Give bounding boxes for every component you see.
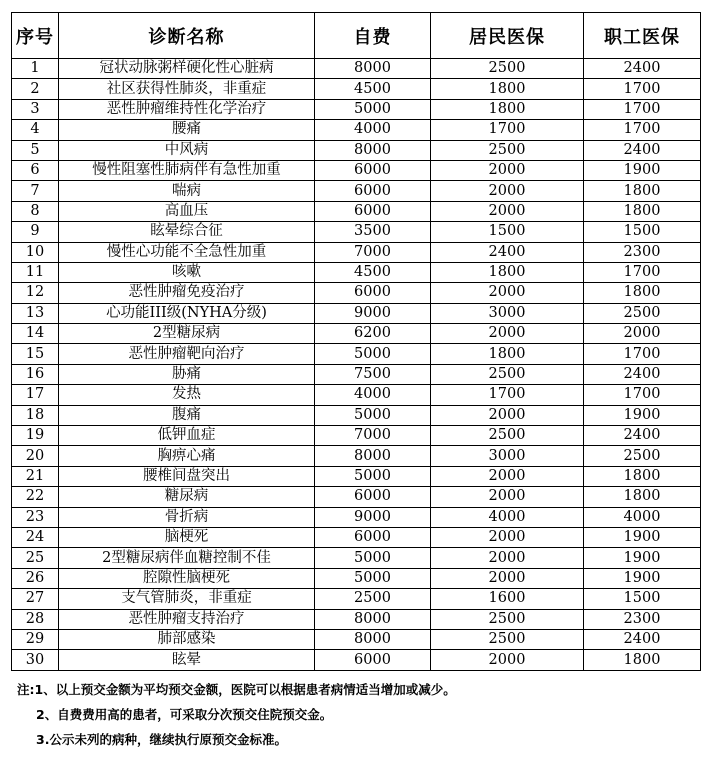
- cell-employee-insurance: 1900: [584, 405, 701, 425]
- cell-serial-number: 14: [12, 324, 59, 344]
- cell-self-pay: 6000: [315, 283, 431, 303]
- cell-diagnosis-name: 眩晕综合征: [59, 222, 315, 242]
- cell-diagnosis-name: 低钾血症: [59, 426, 315, 446]
- cell-diagnosis-name: 腰痛: [59, 120, 315, 140]
- table-row: [12, 140, 701, 160]
- cell-resident-insurance: 1800: [431, 99, 584, 119]
- table-row: [12, 79, 701, 99]
- table-row: [12, 59, 701, 79]
- cell-employee-insurance: 4000: [584, 507, 701, 527]
- table-row: [12, 527, 701, 547]
- cell-serial-number: 19: [12, 426, 59, 446]
- cell-resident-insurance: 2500: [431, 609, 584, 629]
- cell-diagnosis-name: 2型糖尿病伴血糖控制不佳: [59, 548, 315, 568]
- cell-serial-number: 9: [12, 222, 59, 242]
- table-row: [12, 303, 701, 323]
- table-row: [12, 507, 701, 527]
- cell-self-pay: 5000: [315, 344, 431, 364]
- cell-serial-number: 3: [12, 99, 59, 119]
- cell-employee-insurance: 2300: [584, 609, 701, 629]
- cell-diagnosis-name: 胁痛: [59, 364, 315, 384]
- cell-employee-insurance: 1700: [584, 79, 701, 99]
- cell-self-pay: 8000: [315, 629, 431, 649]
- cell-resident-insurance: 2500: [431, 426, 584, 446]
- cell-self-pay: 5000: [315, 568, 431, 588]
- cell-employee-insurance: 2400: [584, 59, 701, 79]
- cell-employee-insurance: 1800: [584, 466, 701, 486]
- cell-self-pay: 3500: [315, 222, 431, 242]
- cell-serial-number: 21: [12, 466, 59, 486]
- cell-diagnosis-name: 糖尿病: [59, 487, 315, 507]
- cell-diagnosis-name: 冠状动脉粥样硬化性心脏病: [59, 59, 315, 79]
- cell-resident-insurance: 2500: [431, 140, 584, 160]
- cell-resident-insurance: 2500: [431, 59, 584, 79]
- table-row: [12, 242, 701, 262]
- cell-diagnosis-name: 骨折病: [59, 507, 315, 527]
- cell-resident-insurance: 1800: [431, 262, 584, 282]
- cell-diagnosis-name: 咳嗽: [59, 262, 315, 282]
- cell-diagnosis-name: 脑梗死: [59, 527, 315, 547]
- cell-self-pay: 6000: [315, 487, 431, 507]
- cell-self-pay: 6000: [315, 527, 431, 547]
- table-row: [12, 120, 701, 140]
- cell-resident-insurance: 4000: [431, 507, 584, 527]
- table-row: [12, 589, 701, 609]
- cell-serial-number: 24: [12, 527, 59, 547]
- cell-self-pay: 9000: [315, 303, 431, 323]
- table-body: [12, 59, 701, 671]
- table-row: [12, 324, 701, 344]
- cell-self-pay: 8000: [315, 609, 431, 629]
- cell-serial-number: 5: [12, 140, 59, 160]
- cell-employee-insurance: 1800: [584, 487, 701, 507]
- table-row: [12, 344, 701, 364]
- cell-self-pay: 9000: [315, 507, 431, 527]
- cell-self-pay: 7000: [315, 426, 431, 446]
- cell-self-pay: 7000: [315, 242, 431, 262]
- cell-employee-insurance: 2400: [584, 629, 701, 649]
- cell-self-pay: 8000: [315, 140, 431, 160]
- cell-self-pay: 4500: [315, 79, 431, 99]
- table-row: [12, 364, 701, 384]
- cell-serial-number: 6: [12, 160, 59, 180]
- table-row: [12, 629, 701, 649]
- cell-serial-number: 13: [12, 303, 59, 323]
- cell-resident-insurance: 2000: [431, 160, 584, 180]
- cell-diagnosis-name: 支气管肺炎，非重症: [59, 589, 315, 609]
- footnote-3: 3.公示未列的病种，继续执行原预交金标准。: [36, 732, 287, 747]
- cell-serial-number: 12: [12, 283, 59, 303]
- header-self-pay: 自费: [315, 13, 431, 59]
- cell-resident-insurance: 1700: [431, 120, 584, 140]
- cell-serial-number: 20: [12, 446, 59, 466]
- cell-self-pay: 5000: [315, 466, 431, 486]
- table-row: [12, 568, 701, 588]
- cell-self-pay: 6200: [315, 324, 431, 344]
- table-row: [12, 609, 701, 629]
- prepayment-table: [11, 12, 701, 671]
- cell-self-pay: 8000: [315, 446, 431, 466]
- cell-self-pay: 5000: [315, 405, 431, 425]
- table-row: [12, 405, 701, 425]
- cell-resident-insurance: 1700: [431, 385, 584, 405]
- cell-employee-insurance: 1800: [584, 201, 701, 221]
- cell-serial-number: 17: [12, 385, 59, 405]
- table-row: [12, 466, 701, 486]
- header-employee-insurance: 职工医保: [584, 13, 701, 59]
- cell-diagnosis-name: 腔隙性脑梗死: [59, 568, 315, 588]
- cell-resident-insurance: 2000: [431, 466, 584, 486]
- table-row: [12, 181, 701, 201]
- cell-resident-insurance: 1600: [431, 589, 584, 609]
- table-row: [12, 487, 701, 507]
- cell-self-pay: 6000: [315, 201, 431, 221]
- cell-diagnosis-name: 慢性心功能不全急性加重: [59, 242, 315, 262]
- cell-self-pay: 6000: [315, 181, 431, 201]
- cell-employee-insurance: 2400: [584, 364, 701, 384]
- cell-self-pay: 7500: [315, 364, 431, 384]
- cell-resident-insurance: 1500: [431, 222, 584, 242]
- cell-employee-insurance: 1800: [584, 181, 701, 201]
- cell-employee-insurance: 1500: [584, 222, 701, 242]
- cell-self-pay: 5000: [315, 548, 431, 568]
- cell-diagnosis-name: 中风病: [59, 140, 315, 160]
- header-serial-number: 序号: [12, 13, 59, 59]
- cell-diagnosis-name: 2型糖尿病: [59, 324, 315, 344]
- cell-serial-number: 4: [12, 120, 59, 140]
- table-row: [12, 222, 701, 242]
- cell-employee-insurance: 2400: [584, 426, 701, 446]
- cell-serial-number: 1: [12, 59, 59, 79]
- cell-serial-number: 11: [12, 262, 59, 282]
- cell-self-pay: 5000: [315, 99, 431, 119]
- cell-employee-insurance: 1700: [584, 385, 701, 405]
- table-row: [12, 99, 701, 119]
- cell-self-pay: 2500: [315, 589, 431, 609]
- cell-employee-insurance: 1900: [584, 527, 701, 547]
- cell-employee-insurance: 1900: [584, 160, 701, 180]
- header-resident-insurance: 居民医保: [431, 13, 584, 59]
- cell-serial-number: 29: [12, 629, 59, 649]
- cell-diagnosis-name: 腹痛: [59, 405, 315, 425]
- cell-employee-insurance: 2300: [584, 242, 701, 262]
- cell-diagnosis-name: 社区获得性肺炎，非重症: [59, 79, 315, 99]
- cell-resident-insurance: 2000: [431, 527, 584, 547]
- cell-employee-insurance: 2000: [584, 324, 701, 344]
- cell-resident-insurance: 1800: [431, 344, 584, 364]
- cell-serial-number: 16: [12, 364, 59, 384]
- cell-resident-insurance: 2000: [431, 405, 584, 425]
- cell-employee-insurance: 1700: [584, 344, 701, 364]
- cell-employee-insurance: 1800: [584, 283, 701, 303]
- cell-resident-insurance: 2000: [431, 324, 584, 344]
- cell-employee-insurance: 2500: [584, 446, 701, 466]
- table-row: [12, 201, 701, 221]
- cell-serial-number: 2: [12, 79, 59, 99]
- cell-self-pay: 4000: [315, 385, 431, 405]
- cell-self-pay: 6000: [315, 650, 431, 670]
- cell-diagnosis-name: 发热: [59, 385, 315, 405]
- table-row: [12, 385, 701, 405]
- cell-resident-insurance: 2000: [431, 568, 584, 588]
- cell-resident-insurance: 2000: [431, 487, 584, 507]
- cell-resident-insurance: 2000: [431, 201, 584, 221]
- cell-resident-insurance: 1800: [431, 79, 584, 99]
- cell-diagnosis-name: 喘病: [59, 181, 315, 201]
- table-row: [12, 650, 701, 670]
- cell-resident-insurance: 3000: [431, 446, 584, 466]
- cell-self-pay: 8000: [315, 59, 431, 79]
- cell-diagnosis-name: 肺部感染: [59, 629, 315, 649]
- cell-diagnosis-name: 心功能III级(NYHA分级): [59, 303, 315, 323]
- table-row: [12, 426, 701, 446]
- cell-serial-number: 15: [12, 344, 59, 364]
- cell-serial-number: 7: [12, 181, 59, 201]
- cell-employee-insurance: 1700: [584, 99, 701, 119]
- cell-resident-insurance: 2000: [431, 650, 584, 670]
- table-row: [12, 446, 701, 466]
- cell-serial-number: 25: [12, 548, 59, 568]
- cell-diagnosis-name: 恶性肿瘤支持治疗: [59, 609, 315, 629]
- cell-serial-number: 8: [12, 201, 59, 221]
- cell-employee-insurance: 1900: [584, 568, 701, 588]
- table-row: [12, 160, 701, 180]
- cell-resident-insurance: 2000: [431, 283, 584, 303]
- cell-serial-number: 10: [12, 242, 59, 262]
- table-row: [12, 548, 701, 568]
- cell-diagnosis-name: 胸痹心痛: [59, 446, 315, 466]
- header-diagnosis-name: 诊断名称: [59, 13, 315, 59]
- cell-serial-number: 22: [12, 487, 59, 507]
- cell-serial-number: 27: [12, 589, 59, 609]
- cell-employee-insurance: 1800: [584, 650, 701, 670]
- cell-diagnosis-name: 眩晕: [59, 650, 315, 670]
- cell-resident-insurance: 2500: [431, 364, 584, 384]
- cell-self-pay: 4500: [315, 262, 431, 282]
- footnote-1: 注:1、以上预交金额为平均预交金额，医院可以根据患者病情适当增加或减少。: [17, 682, 456, 697]
- cell-diagnosis-name: 慢性阻塞性肺病伴有急性加重: [59, 160, 315, 180]
- cell-employee-insurance: 1500: [584, 589, 701, 609]
- table-row: [12, 283, 701, 303]
- cell-employee-insurance: 2400: [584, 140, 701, 160]
- cell-diagnosis-name: 恶性肿瘤免疫治疗: [59, 283, 315, 303]
- cell-serial-number: 18: [12, 405, 59, 425]
- cell-self-pay: 4000: [315, 120, 431, 140]
- cell-resident-insurance: 2400: [431, 242, 584, 262]
- cell-diagnosis-name: 腰椎间盘突出: [59, 466, 315, 486]
- cell-employee-insurance: 2500: [584, 303, 701, 323]
- table-row: [12, 262, 701, 282]
- cell-resident-insurance: 2000: [431, 548, 584, 568]
- table-header-row: [12, 13, 701, 59]
- cell-serial-number: 23: [12, 507, 59, 527]
- cell-diagnosis-name: 恶性肿瘤维持性化学治疗: [59, 99, 315, 119]
- cell-resident-insurance: 2500: [431, 629, 584, 649]
- cell-employee-insurance: 1700: [584, 120, 701, 140]
- cell-self-pay: 6000: [315, 160, 431, 180]
- footnote-2: 2、自费费用高的患者，可采取分次预交住院预交金。: [36, 707, 333, 722]
- footnotes: [17, 680, 707, 755]
- cell-diagnosis-name: 恶性肿瘤靶向治疗: [59, 344, 315, 364]
- cell-resident-insurance: 2000: [431, 181, 584, 201]
- cell-employee-insurance: 1700: [584, 262, 701, 282]
- cell-resident-insurance: 3000: [431, 303, 584, 323]
- cell-serial-number: 26: [12, 568, 59, 588]
- cell-serial-number: 30: [12, 650, 59, 670]
- cell-employee-insurance: 1900: [584, 548, 701, 568]
- cell-diagnosis-name: 高血压: [59, 201, 315, 221]
- cell-serial-number: 28: [12, 609, 59, 629]
